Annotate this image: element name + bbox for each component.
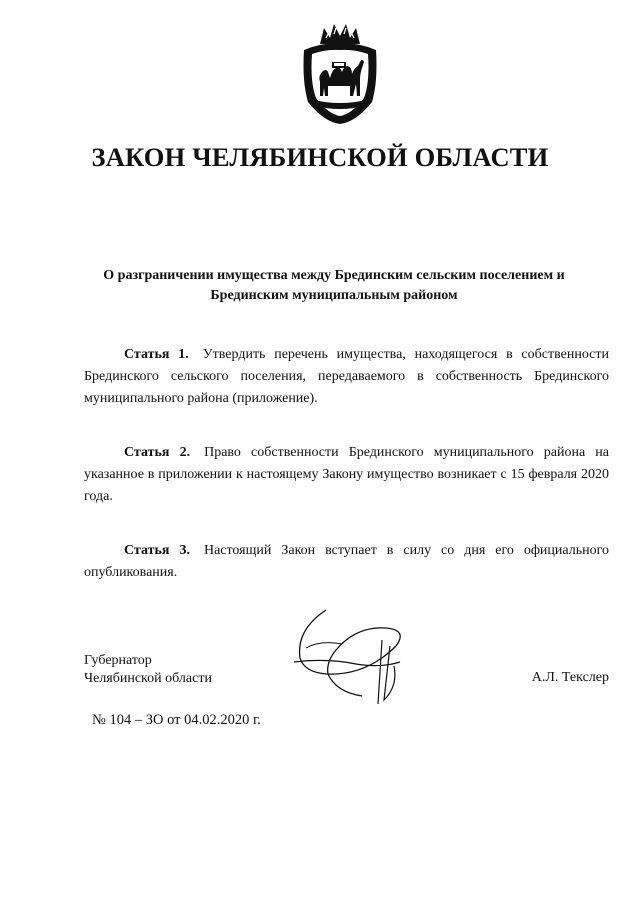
article-1-label: Статья 1.	[124, 347, 189, 362]
signatory-name: А.Л. Текслер	[531, 670, 609, 685]
coat-of-arms-icon	[298, 22, 382, 126]
law-number: № 104 – ЗО от 04.02.2020 г.	[92, 712, 261, 728]
article-3-text: Настоящий Закон вступает в силу со дня его официального опубликования.	[84, 543, 609, 580]
article-2-text: Право собственности Брединского муниципального района на указанное в приложении к настоящему Закону имущество возникает с 15 февраля 2020 года.	[84, 445, 609, 504]
document-title: ЗАКОН ЧЕЛЯБИНСКОЙ ОБЛАСТИ	[91, 142, 549, 172]
handwritten-signature-icon	[286, 600, 416, 710]
signatory-position	[84, 652, 212, 688]
signatory-position-line-2: Челябинской области	[84, 671, 212, 686]
signatory-position-line-1: Губернатор	[84, 653, 152, 668]
article-2-label: Статья 2.	[124, 445, 191, 460]
article-1-text: Утвердить перечень имущества, находящегося в собственности Брединского сельского поселения, передаваемого в собственность Брединского муниципального района (приложение).	[84, 347, 609, 406]
article-1	[84, 344, 609, 410]
subtitle-line-1: О разграничении имущества между Брединским сельским поселением и	[103, 268, 565, 283]
article-2	[84, 442, 609, 508]
article-3	[84, 540, 609, 584]
subtitle-line-2: Брединским муниципальным районом	[210, 288, 458, 303]
document-subtitle	[60, 266, 608, 306]
article-3-label: Статья 3.	[124, 543, 190, 558]
